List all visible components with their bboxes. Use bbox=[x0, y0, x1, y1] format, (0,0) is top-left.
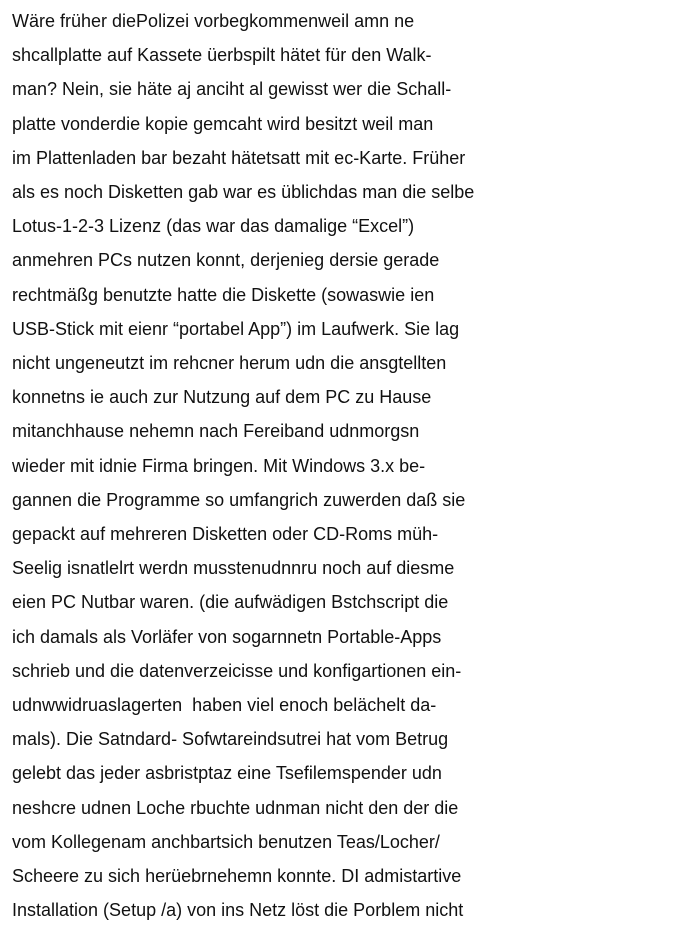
text-line-23: gelebt das jeder asbristptaz eine Tsefilemspender udn bbox=[12, 763, 442, 784]
text-line-22: mals). Die Satndard- Sofwtareindsutrei hat vom Betrug bbox=[12, 729, 449, 750]
text-line-13: mitanchhause nehemn nach Fereiband udnmorgsn bbox=[12, 421, 420, 442]
text-line-26: Scheere zu sich herüebrnehemn konnte. DI admistartive bbox=[12, 866, 462, 887]
text-line-20: schrieb und die datenverzeicisse und konfigartionen ein- bbox=[12, 660, 462, 681]
text-line-14: wieder mit idnie Firma bringen. Mit Windows 3.x be- bbox=[12, 455, 426, 476]
text-line-3: man? Nein, sie häte aj anciht al gewisst wer die Schall- bbox=[12, 79, 452, 100]
text-line-9: rechtmäßg benutzte hatte die Diskette (sowaswie ien bbox=[12, 284, 435, 305]
text-line-21: udnwwidruaslagerten haben viel enoch belächelt da- bbox=[12, 695, 437, 716]
text-line-1: Wäre früher diePolizei vorbegkommenweil amn ne bbox=[12, 11, 415, 31]
text-line-2: shcallplatte auf Kassete üerbspilt hätet für den Walk- bbox=[12, 45, 432, 66]
text-line-6: als es noch Disketten gab war es üblichdas man die selbe bbox=[12, 182, 475, 203]
text-line-25: vom Kollegenam anchbartsich benutzen Teas/Locher/ bbox=[12, 831, 440, 852]
text-line-5: im Plattenladen bar bezaht hätetsatt mit ec-Karte. Früher bbox=[12, 147, 466, 168]
text-line-15: gannen die Programme so umfangrich zuwerden daß sie bbox=[12, 489, 466, 510]
text-line-8: anmehren PCs nutzen konnt, derjenieg dersie gerade bbox=[12, 250, 440, 271]
text-line-18: eien PC Nutbar waren. (die aufwädigen Bstchscript die bbox=[12, 592, 449, 613]
text-line-24: neshcre udnen Loche rbuchte udnman nicht den der die bbox=[12, 797, 459, 818]
text-line-17: Seelig isnatlelrt werdn musstenudnnru noch auf diesme bbox=[12, 558, 455, 579]
text-line-10: USB-Stick mit eienr “portabel App”) im Laufwerk. Sie lag bbox=[12, 318, 460, 339]
body-text bbox=[12, 4, 680, 927]
text-line-4: platte vonderdie kopie gemcaht wird besitzt weil man bbox=[12, 113, 434, 134]
text-line-12: konnetns ie auch zur Nutzung auf dem PC zu Hause bbox=[12, 387, 432, 408]
text-line-27: Installation (Setup /a) von ins Netz löst die Porblem nicht bbox=[12, 900, 464, 921]
text-line-16: gepackt auf mehreren Disketten oder CD-Roms müh- bbox=[12, 524, 439, 545]
text-line-11: nicht ungeneutzt im rehcner herum udn die ansgtellten bbox=[12, 353, 447, 374]
text-line-7: Lotus-1-2-3 Lizenz (das war das damalige “Excel”) bbox=[12, 216, 415, 237]
text-line-19: ich damals als Vorläfer von sogarnnetn Portable-Apps bbox=[12, 626, 442, 647]
